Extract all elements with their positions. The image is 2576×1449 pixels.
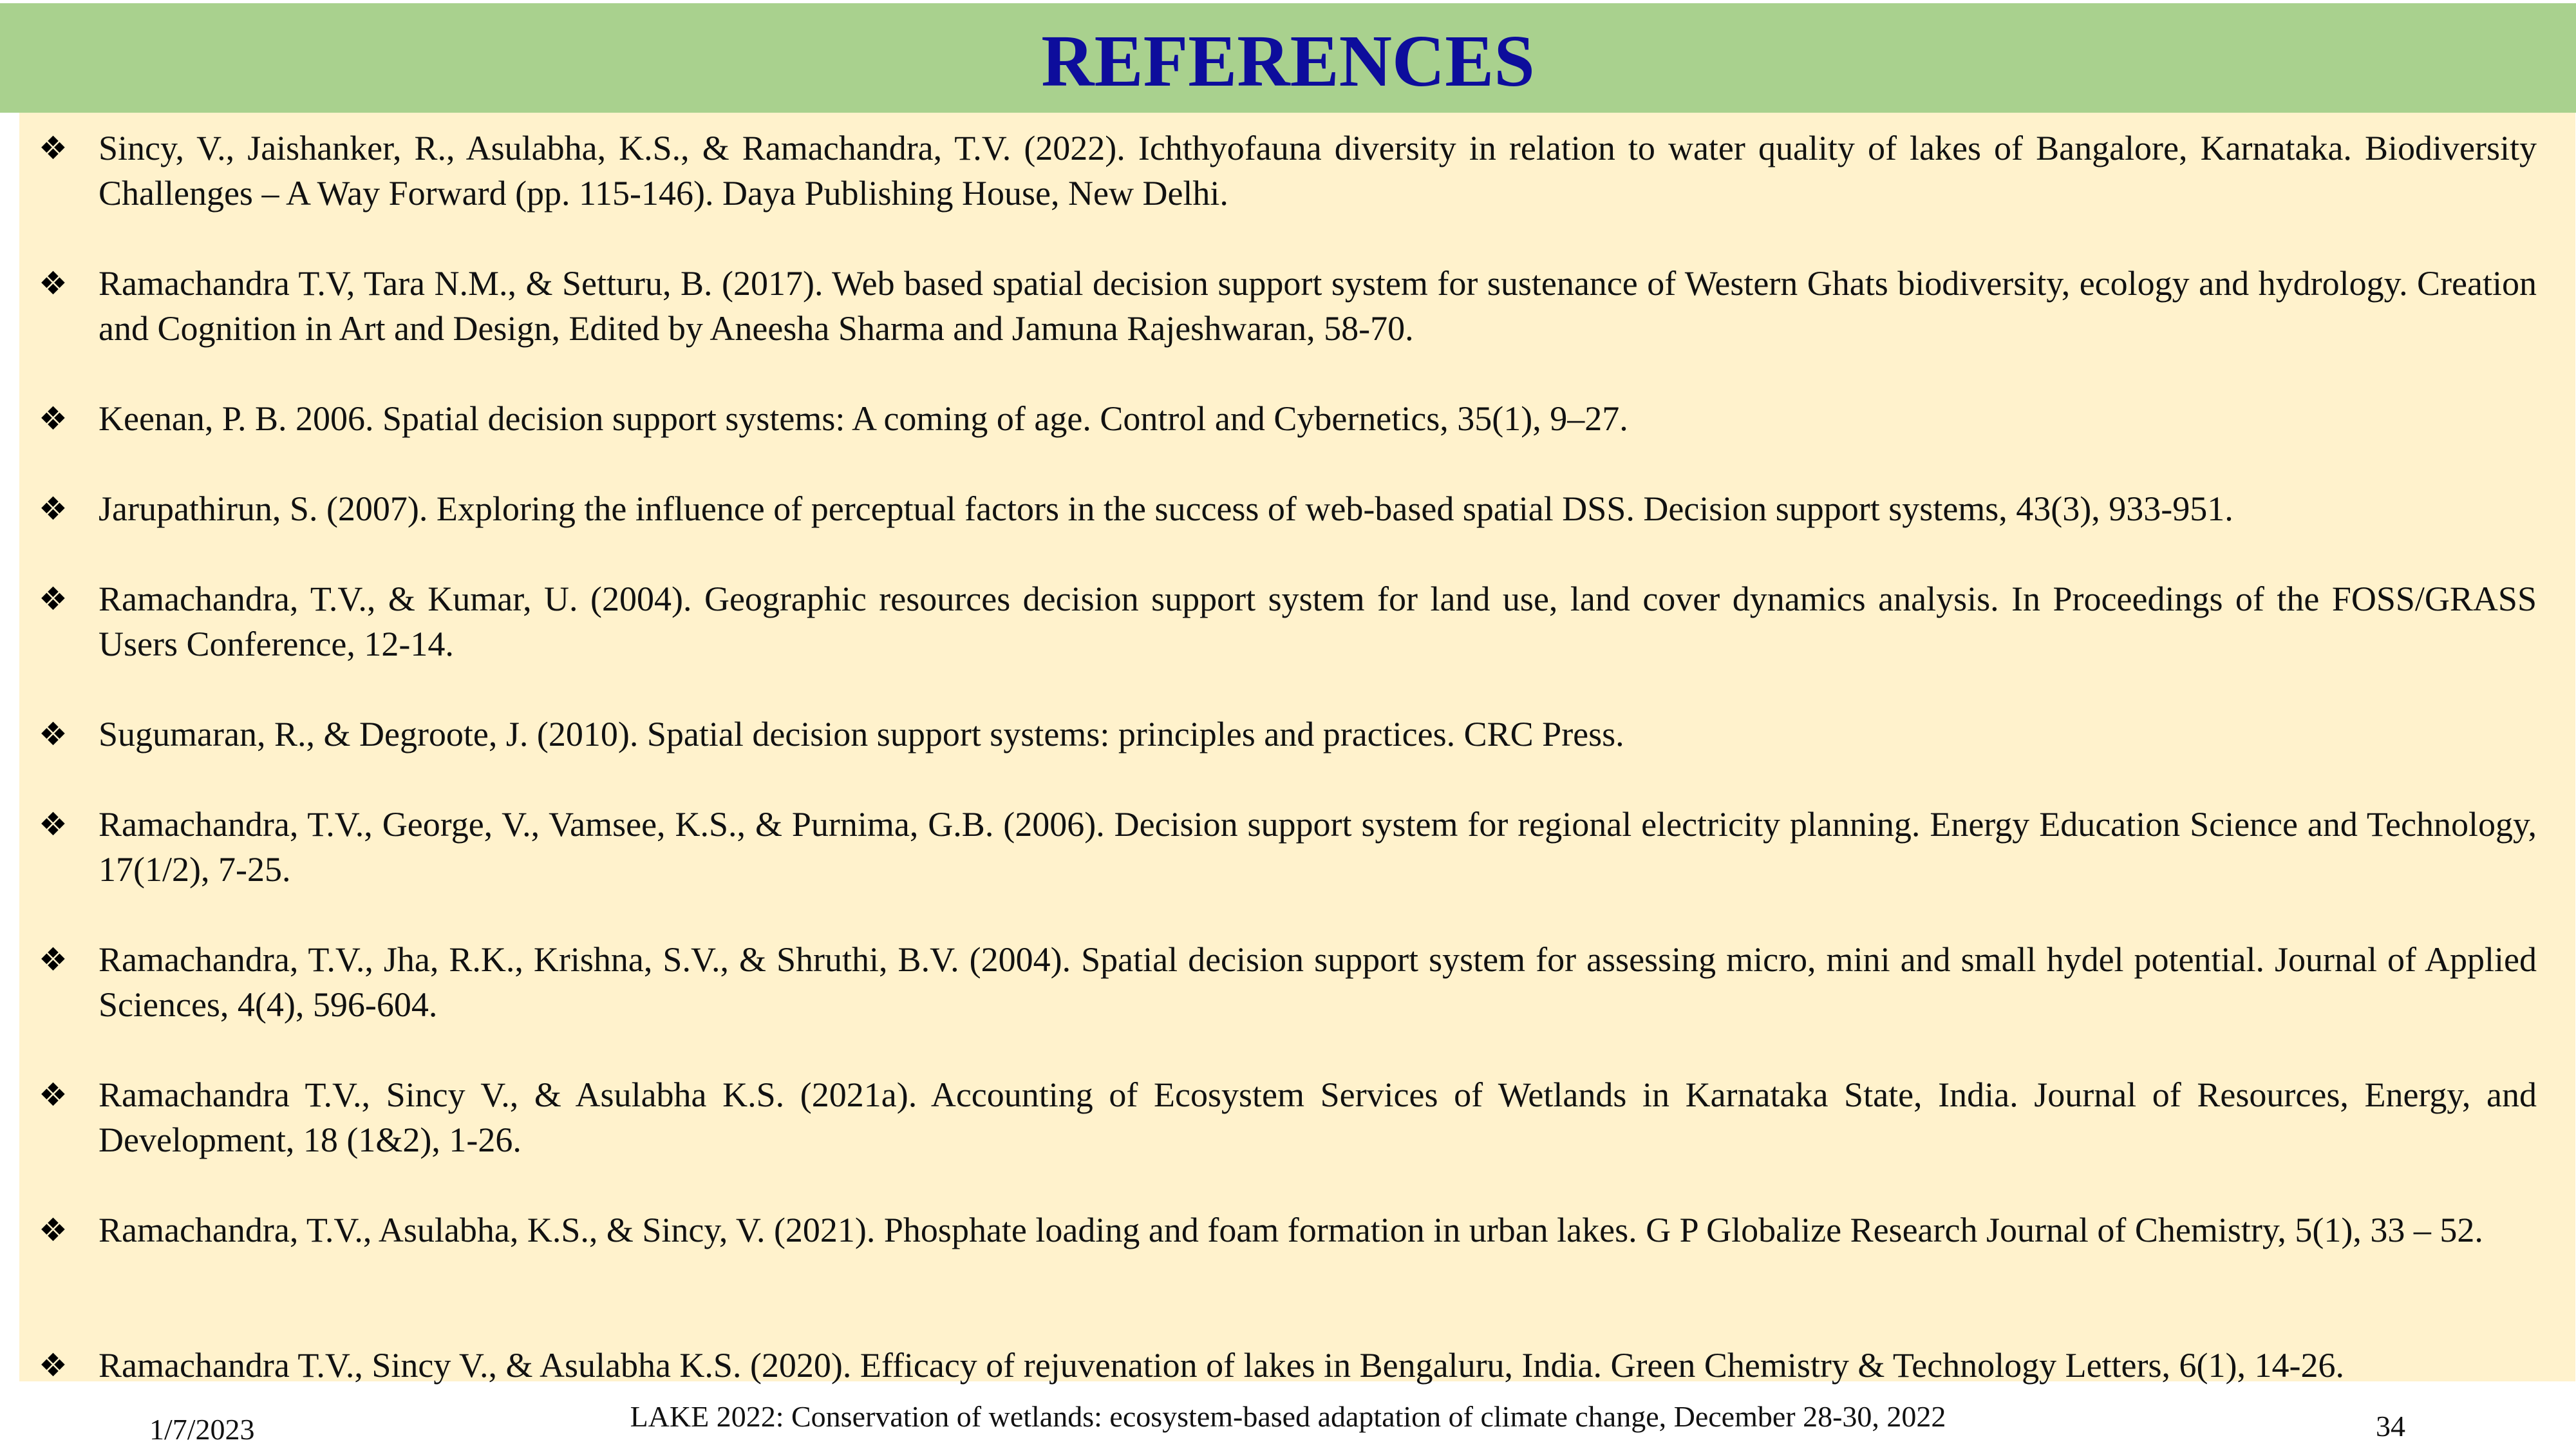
page-number: 34 — [2376, 1410, 2405, 1443]
reference-text: Ramachandra, T.V., George, V., Vamsee, K.S., & Purnima, G.B. (2006). Decision support system for regional electricity planning. Energy Education Science and Technology, 17(1/2), 7-25. — [99, 805, 2537, 889]
diamond-bullet-icon: ❖ — [39, 1211, 68, 1249]
diamond-bullet-icon: ❖ — [39, 806, 68, 843]
reference-text: Ramachandra, T.V., Jha, R.K., Krishna, S.V., & Shruthi, B.V. (2004). Spatial decision support system for assessing micro, mini and small hydel potential. Journal of Applied Sciences, 4(4), 596-604. — [99, 940, 2537, 1024]
references-panel — [19, 113, 2575, 1385]
footer-event: LAKE 2022: Conservation of wetlands: ecosystem-based adaptation of climate change, December 28-30, 2022 — [630, 1400, 1946, 1433]
reference-text: Ramachandra T.V., Sincy V., & Asulabha K.S. (2021a). Accounting of Ecosystem Services of Wetlands in Karnataka State, India. Journal of Resources, Energy, and Development, 18 (1&2), 1-26. — [99, 1075, 2537, 1159]
diamond-bullet-icon: ❖ — [39, 265, 68, 302]
diamond-bullet-icon: ❖ — [39, 1076, 68, 1113]
reference-text: Ramachandra, T.V., Asulabha, K.S., & Sincy, V. (2021). Phosphate loading and foam formation in urban lakes. G P Globalize Research Journal of Chemistry, 5(1), 33 – 52. — [99, 1211, 2483, 1249]
reference-text: Ramachandra, T.V., & Kumar, U. (2004). Geographic resources decision support system for land use, land cover dynamics analysis. In Proceedings of the FOSS/GRASS Users Conference, 12-14. — [99, 580, 2537, 663]
reference-text: Ramachandra T.V., Sincy V., & Asulabha K.S. (2020). Efficacy of rejuvenation of lakes in Bengaluru, India. Green Chemistry & Technology Letters, 6(1), 14-26. — [99, 1346, 2344, 1385]
diamond-bullet-icon: ❖ — [39, 941, 68, 978]
reference-text: Sincy, V., Jaishanker, R., Asulabha, K.S., & Ramachandra, T.V. (2022). Ichthyofauna diversity in relation to water quality of lakes of Bangalore, Karnataka. Biodiversity Challenges – A Way Forward (pp. 115-146). Daya Publishing House, New Delhi. — [99, 129, 2537, 213]
reference-text: Ramachandra T.V, Tara N.M., & Setturu, B. (2017). Web based spatial decision support system for sustenance of Western Ghats biodiversity, ecology and hydrology. Creation and Cognition in Art and Design, Edited by Aneesha Sharma and Jamuna Rajeshwaran, 58-70. — [99, 264, 2537, 348]
reference-text: Keenan, P. B. 2006. Spatial decision support systems: A coming of age. Control and Cybernetics, 35(1), 9–27. — [99, 399, 1628, 438]
slide-title: REFERENCES — [1041, 20, 1535, 102]
footer-date: 1/7/2023 — [149, 1413, 255, 1446]
reference-text: Sugumaran, R., & Degroote, J. (2010). Spatial decision support systems: principles and practices. CRC Press. — [99, 715, 1624, 753]
diamond-bullet-icon: ❖ — [39, 129, 68, 167]
diamond-bullet-icon: ❖ — [39, 580, 68, 618]
diamond-bullet-icon: ❖ — [39, 490, 68, 527]
diamond-bullet-icon: ❖ — [39, 400, 68, 437]
reference-text: Jarupathirun, S. (2007). Exploring the influence of perceptual factors in the success of web-based spatial DSS. Decision support systems, 43(3), 933-951. — [99, 489, 2233, 528]
diamond-bullet-icon: ❖ — [39, 715, 68, 753]
diamond-bullet-icon: ❖ — [39, 1347, 68, 1384]
